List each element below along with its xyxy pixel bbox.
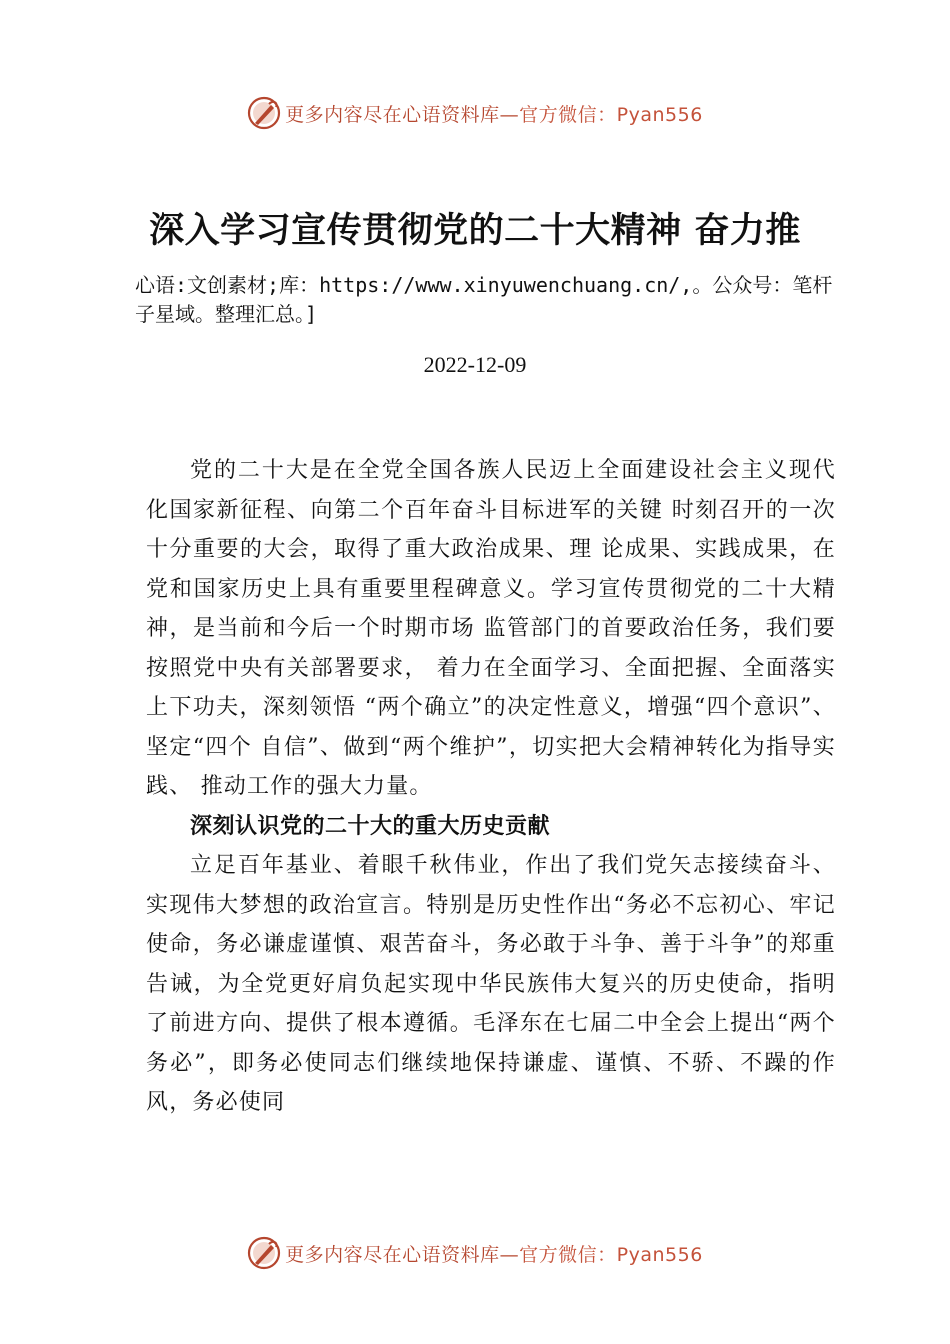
section-heading: 深刻认识党的二十大的重大历史贡献 bbox=[190, 813, 551, 839]
document-date: 2022-12-09 bbox=[423, 352, 527, 377]
banner-main-text: 更多内容尽在心语资料库 bbox=[285, 103, 500, 126]
banner-separator: — bbox=[499, 103, 520, 126]
banner-text bbox=[285, 1240, 703, 1267]
section-paragraph: 立足百年基业、着眼千秋伟业，作出了我们党矢志接续奋斗、实现伟大梦想的政治宣言。特别是历史性作出“务必不忘初心、牢记使命，务必谦虚谨慎、艰苦奋斗，务必敢于斗争、善于斗争”的郑重告诫，为全党更好肩负起实现中华民族伟大复兴的历史使命，指明了前进方向、提供了根本遵循。毛泽东在七届二中全会上提出“两个务必”，即务必使同志们继续地保持谦虚、谨慎、不骄、不躁的作风，务必使同 bbox=[146, 853, 836, 1115]
source-note: 心语:文创素材;库：https://www.xinyuwenchuang.cn/,。公众号：笔杆子星域。整理汇总。] bbox=[135, 273, 833, 326]
pen-logo-icon bbox=[247, 96, 281, 130]
banner-separator: — bbox=[499, 1243, 520, 1266]
banner-text bbox=[285, 100, 703, 127]
banner-wechat-text: 官方微信：Pyan556 bbox=[519, 1243, 703, 1266]
header-banner bbox=[0, 93, 950, 133]
pen-logo-icon bbox=[247, 1236, 281, 1270]
document-title: 深入学习宣传贯彻党的二十大精神 奋力推 bbox=[149, 211, 801, 251]
footer-banner bbox=[0, 1233, 950, 1273]
intro-paragraph: 党的二十大是在全党全国各族人民迈上全面建设社会主义现代化国家新征程、向第二个百年奋斗目标进军的关键 时刻召开的一次十分重要的大会，取得了重大政治成果、理 论成果、实践成果，在党和国家历史上具有重要里程碑意义。学习宣传贯彻党的二十大精神，是当前和今后一个时期市场 监管部门的首要政治任务，我们要按照党中央有关部署要求， 着力在全面学习、全面把握、全面落实上下功夫，深刻领悟 “两个确立”的决定性意义，增强“四个意识”、坚定“四个 自信”、做到“两个维护”，切实把大会精神转化为指导实践、 推动工作的强大力量。 bbox=[146, 458, 836, 799]
banner-main-text: 更多内容尽在心语资料库 bbox=[285, 1243, 500, 1266]
banner-wechat-text: 官方微信：Pyan556 bbox=[519, 103, 703, 126]
document-body bbox=[146, 451, 836, 1123]
